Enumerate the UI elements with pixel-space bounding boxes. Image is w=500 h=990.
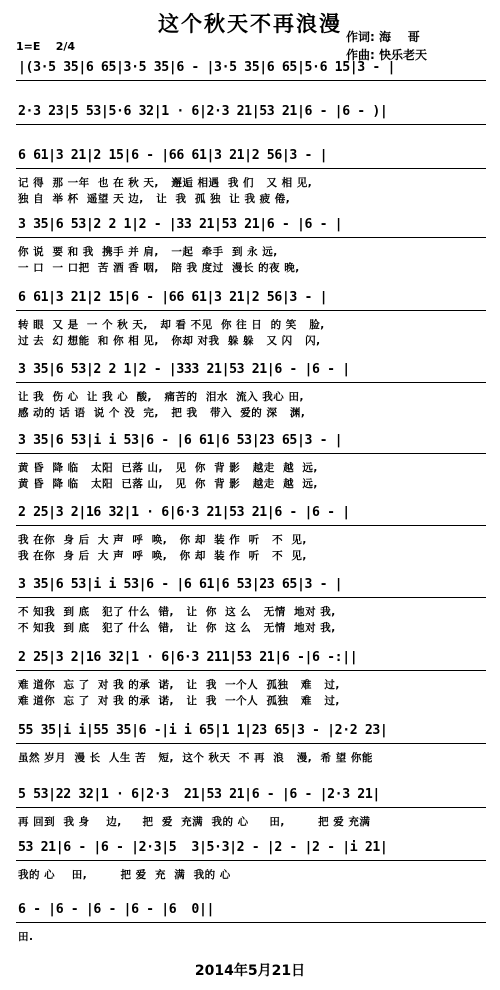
lyric-line: 黄 昏 降 临 太阳 已落 山, 见 你 背 影 越走 越 远,: [18, 478, 318, 490]
notation-line: 2 25|3 2|16 32|1 · 6|6·3 211|53 21|6 -|6 -:||: [18, 650, 358, 665]
slur-line: [16, 743, 486, 744]
slur-line: [16, 168, 486, 169]
lyric-line: 不 知我 到 底 犯了 什么 错, 让 你 这 么 无情 地对 我,: [18, 622, 336, 634]
notation-line: 6 61|3 21|2 15|6 - |66 61|3 21|2 56|3 - |: [18, 290, 328, 305]
slur-line: [16, 525, 486, 526]
lyric-line: 转 眼 又 是 一 个 秋 天, 却 看 不见 你 往 日 的 笑 脸,: [18, 319, 325, 331]
lyric-line: 你 说 要 和 我 携手 并 肩, 一起 牵手 到 永 远,: [18, 246, 278, 258]
slur-line: [16, 80, 486, 81]
notation-line: 5 53|22 32|1 · 6|2·3 21|53 21|6 - |6 - |2·3 21|: [18, 787, 380, 802]
lyric-line: 黄 昏 降 临 太阳 已落 山, 见 你 背 影 越走 越 远,: [18, 462, 318, 474]
notation-line: 3 35|6 53|2 2 1|2 - |33 21|53 21|6 - |6 - |: [18, 217, 343, 232]
slur-line: [16, 382, 486, 383]
lyric-line: 独 自 举 杯 遥望 天 边, 让 我 孤 独 让 我 疲 倦,: [18, 193, 291, 205]
notation-line: 55 35|i i|55 35|6 -|i i 65|1 1|23 65|3 - |2·2 23|: [18, 723, 388, 738]
notation-line: |(3·5 35|6 65|3·5 35|6 - |3·5 35|6 65|5·6 15|3 - |: [18, 60, 395, 75]
lyric-line: 记 得 那 一年 也 在 秋 天, 邂逅 相遇 我 们 又 相 见,: [18, 177, 313, 189]
notation-line: 3 35|6 53|i i 53|6 - |6 61|6 53|23 65|3 - |: [18, 433, 343, 448]
slur-line: [16, 860, 486, 861]
lyric-line: 一 口 一 口把 苦 酒 香 咽, 陪 我 度过 漫长 的夜 晚,: [18, 262, 300, 274]
lyric-line: 让 我 伤 心 让 我 心 酸, 痛苦的 泪水 流入 我心 田,: [18, 391, 304, 403]
key-signature: 1=E 2/4: [16, 40, 76, 53]
lyric-line: 难 道你 忘 了 对 我 的承 诺, 让 我 一个人 孤独 难 过,: [18, 695, 340, 707]
notation-line: 6 - |6 - |6 - |6 - |6 0||: [18, 902, 215, 917]
lyric-line: 难 道你 忘 了 对 我 的承 诺, 让 我 一个人 孤独 难 过,: [18, 679, 340, 691]
slur-line: [16, 310, 486, 311]
composer-credit: 作曲: 快乐老天: [346, 48, 427, 62]
date-stamp: 2014年5月21日: [194, 963, 306, 979]
lyric-line: 过 去 幻 想能 和 你 相 见, 你却 对我 躲 躲 又 闪 闪,: [18, 335, 321, 347]
notation-line: 53 21|6 - |6 - |2·3|5 3|5·3|2 - |2 - |2 - |i 21|: [18, 840, 388, 855]
lyric-line: 不 知我 到 底 犯了 什么 错, 让 你 这 么 无情 地对 我,: [18, 606, 336, 618]
lyric-line: 我 在你 身 后 大 声 呼 唤, 你 却 装 作 听 不 见,: [18, 534, 307, 546]
notation-line: 3 35|6 53|2 2 1|2 - |333 21|53 21|6 - |6 - |: [18, 362, 350, 377]
lyric-line: 感 动的 话 语 说 个 没 完, 把 我 带入 爱的 深 渊,: [18, 407, 306, 419]
song-title: 这个秋天不再浪漫: [158, 12, 342, 36]
slur-line: [16, 597, 486, 598]
lyricist-credit: 作词: 海 哥: [346, 30, 420, 44]
lyric-line: 虽然 岁月 漫 长 人生 苦 短, 这个 秋天 不 再 浪 漫, 希 望 你能: [18, 752, 373, 764]
slur-line: [16, 453, 486, 454]
notation-line: 2 25|3 2|16 32|1 · 6|6·3 21|53 21|6 - |6 - |: [18, 505, 350, 520]
lyric-line: 再 回到 我 身 边, 把 爱 充满 我的 心 田, 把 爱 充满: [18, 816, 371, 828]
slur-line: [16, 922, 486, 923]
slur-line: [16, 237, 486, 238]
slur-line: [16, 670, 486, 671]
slur-line: [16, 124, 486, 125]
lyric-line: 我的 心 田, 把 爱 充 满 我的 心: [18, 869, 231, 881]
notation-line: 3 35|6 53|i i 53|6 - |6 61|6 53|23 65|3 - |: [18, 577, 343, 592]
slur-line: [16, 807, 486, 808]
lyric-line: 我 在你 身 后 大 声 呼 唤, 你 却 装 作 听 不 见,: [18, 550, 307, 562]
notation-line: 6 61|3 21|2 15|6 - |66 61|3 21|2 56|3 - |: [18, 148, 328, 163]
notation-line: 2·3 23|5 53|5·6 32|1 · 6|2·3 21|53 21|6 - |6 - )|: [18, 104, 388, 119]
lyric-line: 田.: [18, 931, 34, 943]
